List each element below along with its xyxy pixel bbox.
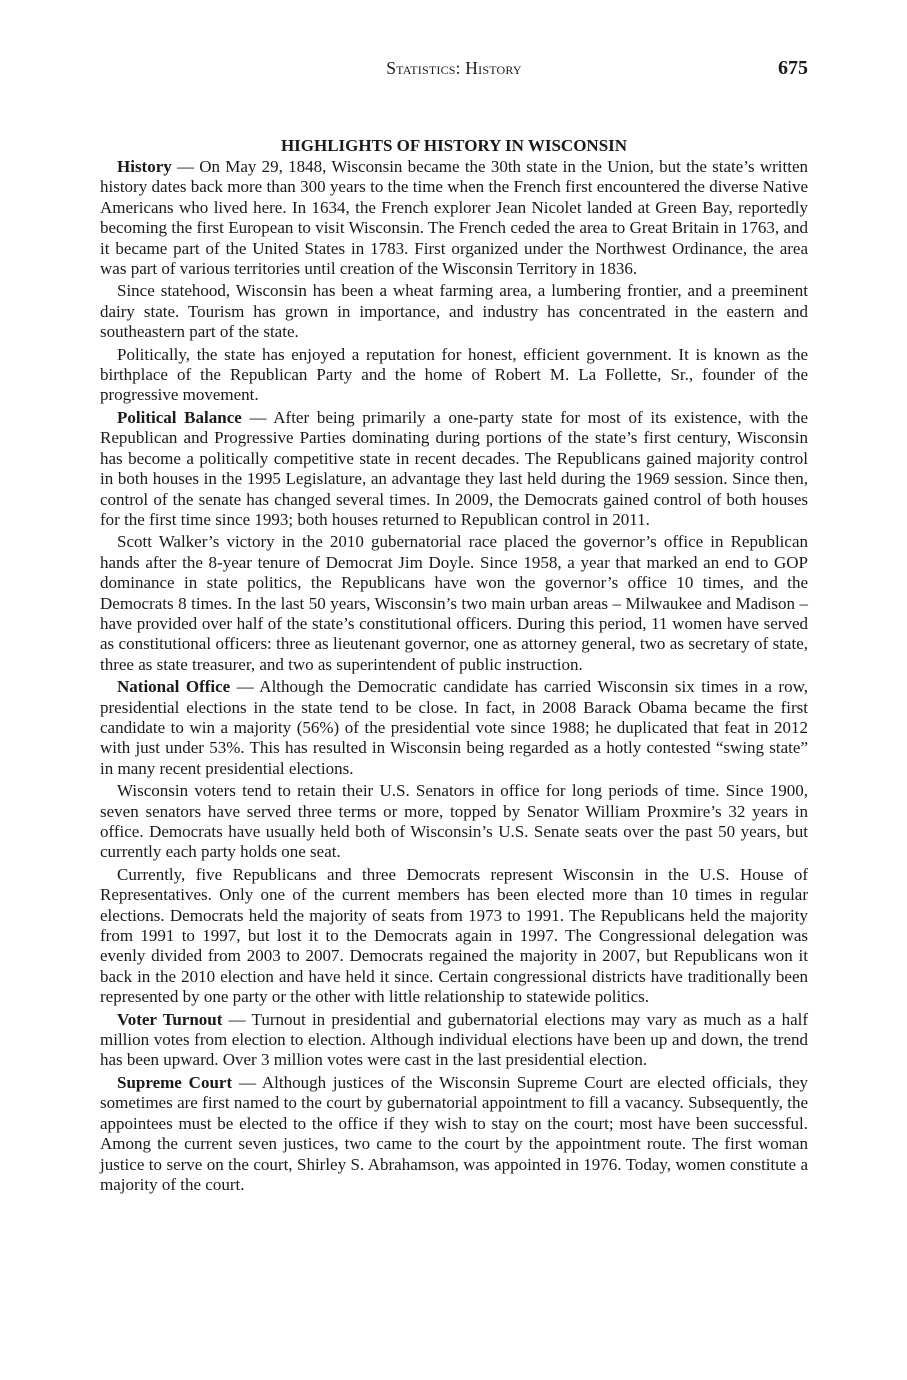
page-body [100, 134, 808, 1197]
paragraph-governor [100, 532, 808, 675]
document-title: HIGHLIGHTS OF HISTORY IN WISCONSIN [280, 136, 628, 155]
paragraph-text: Currently, five Republicans and three Democrats represent Wisconsin in the U.S. House of Representatives. Only one of the current members has been elected more than 10 times in regular elections. Democrats held the majority of seats from 1973 to 1991. The Republicans held the majority from 1991 to 1997, but lost it to the Democrats again in 1997. The Congressional delegation was evenly divided from 2003 to 2007. Democrats regained the majority in 2007, but Republicans won it back in the 2010 election and have held it since. Certain congressional districts have traditionally been represented by one party or the other with little relationship to statewide politics. [100, 864, 808, 1007]
paragraph-house [100, 865, 808, 1008]
running-header [100, 56, 808, 80]
paragraph-text: — Although justices of the Wisconsin Supreme Court are elected officials, they sometimes are first named to the court by gubernatorial appointment to fill a vacancy. Subsequently, the appointees must be elected to the office if they wish to stay on the court; most have been successful. Among the current seven justices, two came to the court by the appointment route. The first woman justice to serve on the court, Shirley S. Abrahamson, was appointed in 1976. Today, women constitute a majority of the court. [100, 1072, 808, 1194]
run-in-heading-national-office: National Office [117, 677, 231, 697]
paragraph-text: Wisconsin voters tend to retain their U.S. Senators in office for long periods of time. Since 1900, seven senators have served three terms or more, topped by Senator William Proxmire’s 32 years in office. Democrats have usually held both of Wisconsin’s U.S. Senate seats over the past 50 years, but currently each party holds one seat. [100, 781, 808, 862]
paragraph-text: — Although the Democratic candidate has carried Wisconsin six times in a row, presidential elections in the state tend to be close. In fact, in 2008 Barack Obama became the first candidate to win a majority (56%) of the presidential vote since 1988; he duplicated that feat in 2012 with just under 53%. This has resulted in Wisconsin being regarded as a hotly contested “swing state” in many recent presidential elections. [100, 677, 808, 778]
paragraph-text: Since statehood, Wisconsin has been a wheat farming area, a lumbering frontier, and a preeminent dairy state. Tourism has grown in importance, and industry has concentrated in the eastern and southeastern part of the state. [100, 281, 808, 342]
paragraph-political-balance [100, 408, 808, 530]
paragraph-history [100, 157, 808, 279]
run-in-heading-political-balance: Political Balance [117, 407, 242, 427]
paragraph-statehood [100, 281, 808, 342]
paragraph-text: Scott Walker’s victory in the 2010 gubernatorial race placed the governor’s office in Republican hands after the 8-year tenure of Democrat Jim Doyle. Since 1958, a year that marked an end to GOP dominance in state politics, the Republicans have won the governor’s office 10 times, and the Democrats 8 times. In the last 50 years, Wisconsin’s two main urban areas – Milwaukee and Madison – have provided over half of the state’s constitutional officers. During this period, 11 women have served as constitutional officers: three as lieutenant governor, one as attorney general, two as secretary of state, three as state treasurer, and two as superintendent of public instruction. [100, 532, 808, 674]
paragraph-text: — On May 29, 1848, Wisconsin became the 30th state in the Union, but the state’s written history dates back more than 300 years to the time when the French first encountered the diverse Native Americans who lived here. In 1634, the French explorer Jean Nicolet landed at Green Bay, reportedly becoming the first European to visit Wisconsin. The French ceded the area to Great Britain in 1763, and it became part of the United States in 1783. First organized under the Northwest Ordinance, the area was part of various territories until creation of the Wisconsin Territory in 1836. [100, 157, 808, 279]
paragraph-supreme-court [100, 1073, 808, 1195]
paragraph-voter-turnout [100, 1010, 808, 1071]
run-in-heading-voter-turnout: Voter Turnout [117, 1009, 223, 1029]
paragraph-national-office [100, 677, 808, 779]
paragraph-text: — Turnout in presidential and gubernatorial elections may vary as much as a half million votes from election to election. Although individual elections have been up and down, the trend has been upward. Over 3 million votes were cast in the last presidential election. [100, 1009, 808, 1070]
running-header-section-title: Statistics: History [386, 58, 522, 78]
paragraph-text: Politically, the state has enjoyed a reputation for honest, efficient government. It is known as the birthplace of the Republican Party and the home of Robert M. La Follette, Sr., founder of the progressive movement. [100, 344, 808, 405]
paragraph-senators [100, 781, 808, 863]
run-in-heading-history: History [117, 157, 172, 176]
run-in-heading-supreme-court: Supreme Court [117, 1072, 233, 1092]
paragraph-text: — After being primarily a one-party state for most of its existence, with the Republican and Progressive Parties dominating during portions of the state’s first century, Wisconsin has become a politically competitive state in recent decades. The Republicans gained majority control in both houses in the 1995 Legislature, an advantage they last held during the 1969 session. Since then, control of the senate has changed several times. In 2009, the Democrats gained control of both houses for the first time since 1993; both houses returned to Republican control in 2011. [100, 407, 808, 529]
page-number: 675 [778, 57, 808, 79]
paragraph-politically [100, 345, 808, 406]
